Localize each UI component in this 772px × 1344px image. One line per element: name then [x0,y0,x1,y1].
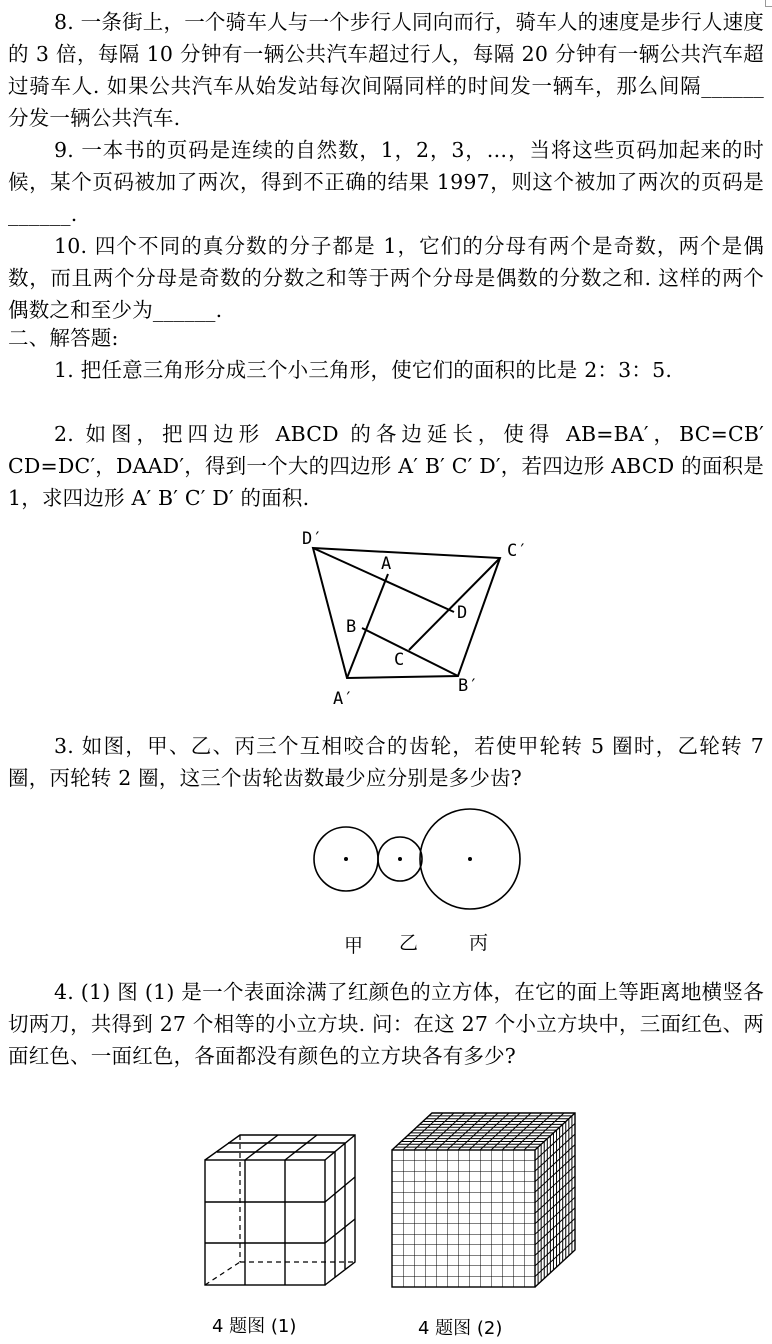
gear-label-jia: 甲 [344,935,364,957]
problem-10: 10. 四个不同的真分数的分子都是 1，它们的分母有两个是奇数，两个是偶数，而且两个分母是奇数的分数之和等于两个分母是偶数的分数之和. 这样的两个偶数之和至少为______. [8,234,764,322]
outer-quadrilateral [313,548,500,678]
label-a: A [381,554,392,574]
label-cprime: C′ [507,541,528,561]
cube-3x3-figure [195,1125,365,1305]
quadrilateral-figure [290,522,540,712]
cube-caption-2: 4 题图 (2) [418,1318,503,1339]
solution-problem-1: 1. 把任意三角形分成三个小三角形，使它们的面积的比是 2：3：5. [54,358,673,382]
label-bprime: B′ [458,676,479,696]
label-c: C [394,650,405,670]
line-cprime-c [409,558,500,650]
label-dprime: D′ [302,529,323,549]
problem-9: 9. 一本书的页码是连续的自然数，1，2，3，…，当将这些页码加起来的时候，某个页码被加了两次，得到不正确的结果 1997，则这个被加了两次的页码是______. [8,138,764,226]
problem-8: 8. 一条街上，一个骑车人与一个步行人同向而行，骑车人的速度是步行人速度的 3 倍，每隔 10 分钟有一辆公共汽车超过行人，每隔 20 分钟有一辆公共汽车超过骑车人. 如果公共汽车从始发站每次间隔同样的时间发一辆车，那么间隔______分发一辆公共汽车. [8,10,764,130]
cube-caption-1: 4 题图 (1) [212,1316,297,1337]
line-b-bprime [362,628,458,676]
page-corner-mark [765,0,772,7]
solution-problem-4: 4. (1) 图 (1) 是一个表面涂满了红颜色的立方体，在它的面上等距离地横竖各切两刀，共得到 27 个相等的小立方块. 问：在这 27 个小立方块中，三面红色、两面红色、一面红色，各面都没有颜色的立方块各有多少? [8,980,764,1068]
label-d: D [457,603,468,623]
gear-label-bing: 丙 [469,932,489,954]
cube-grid-figure [385,1108,585,1303]
gears-figure [305,800,535,965]
label-aprime: A′ [333,689,354,709]
section-heading: 二、解答题: [8,326,119,350]
solution-problem-2: 2. 如图，把四边形 ABCD 的各边延长，使得 AB=BA′，BC=CB′ CD=DC′，DAAD′，得到一个大的四边形 A′ B′ C′ D′，若四边形 ABCD 的面积是 1，求四边形 A′ B′ C′ D′ 的面积. [8,422,764,510]
label-b: B [346,617,357,637]
gear-label-yi: 乙 [399,932,419,954]
solution-problem-3: 3. 如图，甲、乙、丙三个互相咬合的齿轮，若使甲轮转 5 圈时，乙轮转 7 圈，丙轮转 2 圈，这三个齿轮齿数最少应分别是多少齿? [8,734,764,790]
